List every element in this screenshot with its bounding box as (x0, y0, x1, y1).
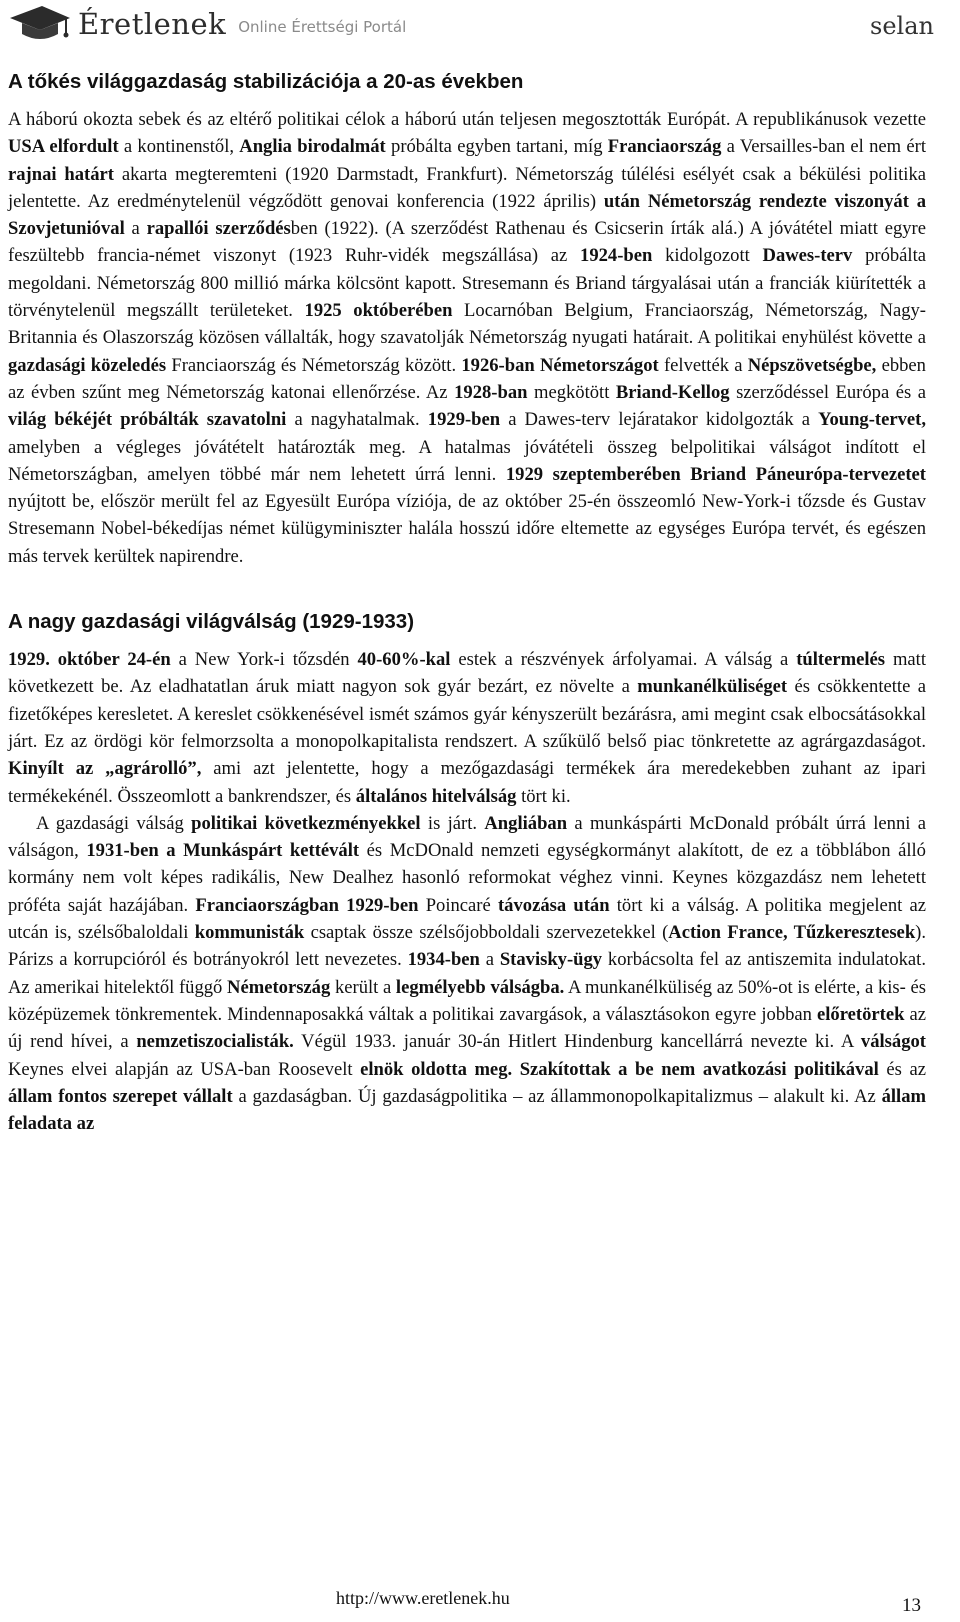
bold-text: Népszövetségbe, (747, 354, 877, 376)
text-run: felvették a (658, 354, 748, 376)
selan-logo-text: selan (870, 12, 934, 40)
text-run: matt következett be. Az eladhatatlan áruk miatt nagyon sok gyár bezárt, ez növelte a (8, 649, 926, 698)
text-run: próbálta egyben tartani, míg (385, 136, 608, 158)
bold-text: rapallói szerződés (146, 218, 291, 240)
text-run: is járt. (420, 812, 485, 834)
page-header (0, 0, 960, 50)
text-run: az új rend hívei, a (8, 1003, 926, 1053)
text-run: szerződéssel Európa és a (729, 381, 926, 403)
bold-text: munkanélküliséget (637, 676, 788, 698)
bold-text: USA elfordult (8, 136, 119, 158)
bold-text: Németország (227, 976, 331, 998)
text-run: a Dawes-terv lejáratakor kidolgozták a (500, 409, 819, 431)
bold-text: Franciaországban 1929-ben (195, 894, 419, 916)
bold-text: előretörtek (817, 1003, 905, 1025)
text-run: Locarnóban Belgium, Franciaország, Németország, Nagy-Britannia és Olaszország közösen vállalták, hogy szavatolják Németország nyugati határait. A politikai enyhülést követte a (8, 300, 926, 349)
bold-text: nemzetiszocialisták. (136, 1031, 294, 1053)
bold-text: Young-tervet, (818, 409, 926, 431)
text-run: a kontinenstől, (118, 136, 240, 158)
bold-text: 1926-ban Németországot (461, 354, 659, 376)
page-number: 13 (902, 1595, 921, 1616)
bold-text: 1931-ben a Munkáspárt kettévált (86, 840, 360, 862)
text-run: Franciaország és Németország között. (166, 354, 462, 376)
bold-text: elnök oldotta meg. Szakítottak a be nem avatkozási politikával (360, 1058, 879, 1080)
text-run: ebben az évben szűnt meg Németország katonai ellenőrzése. Az (8, 354, 926, 403)
bold-text: 1929. október 24-én (8, 649, 171, 671)
bold-text: Anglia birodalmát (239, 136, 386, 158)
bold-text: rajnai határt (8, 163, 114, 185)
text-run: és McDOnald nemzeti egységkormányt alakított, de ez a többlábon álló kormány nem volt képes radikális, New Dealhez hasonló reformokat véghez vinni. Keynes közgazdász nem lehetett próféta saját hazájában. (8, 840, 926, 916)
text-run: Poincaré (418, 894, 498, 916)
text-run: kidolgozott (652, 245, 763, 267)
section-title-stabilization: A tőkés világgazdaság stabilizációja a 20-as években (8, 70, 524, 93)
document-body (8, 70, 926, 1137)
graduation-cap-icon (8, 4, 72, 44)
bold-text: 1929 szeptemberében Briand Páneurópa-tervezetet (505, 463, 926, 485)
bold-text: állam fontos szerepet vállalt (8, 1085, 233, 1107)
bold-text: 1929-ben (427, 409, 501, 431)
site-logo[interactable] (8, 2, 406, 46)
text-run: korbácsolta fel az antiszemita indulatokat. Az amerikai hitelektől függő (8, 949, 926, 998)
text-run: a nagyhatalmak. (286, 409, 428, 431)
bold-text: 1924-ben (580, 245, 653, 267)
text-run: estek a részvények árfolyamai. A válság a (450, 649, 797, 671)
selan-logo (868, 6, 938, 46)
section-title-great-depression: A nagy gazdasági világválság (1929-1933) (8, 610, 415, 634)
text-run: a Versailles-ban el nem ért (721, 136, 926, 158)
text-run: megkötött (527, 381, 616, 403)
text-run: tört ki. (516, 785, 571, 807)
bold-text: 1934-ben (407, 949, 480, 971)
bold-text: világ békéjét próbálták szavatolni (8, 409, 287, 431)
bold-text: gazdasági közeledés (8, 354, 167, 376)
bold-text: legmélyebb válságba. (395, 976, 565, 998)
bold-text: Franciaország (607, 136, 722, 158)
text-run: ). Párizs a korrupcióról és botrányokról lett nevezetes. (8, 922, 926, 971)
bold-text: Kinyílt az „agrárolló”, (8, 758, 202, 780)
text-run: a (124, 218, 147, 240)
text-run: a gazdaságban. Új gazdaságpolitika – az állammonopolkapitalizmus – alakult ki. Az (232, 1085, 882, 1107)
text-run: amelyben a végleges jóvátételt határozták meg. A hatalmas jóvátételi összeg belpolitikai válságot indított el Németországban, amelyen többé már nem lehetett úrrá lenni. (8, 436, 926, 485)
text-run: a munkáspárti McDonald próbált úrrá lenni a válságon, (8, 812, 927, 862)
text-run: A háború okozta sebek és az eltérő politikai célok a háború után teljesen megosztották Európát. A republikánusok vezette (8, 109, 926, 130)
paragraph-stabilization (8, 106, 926, 570)
bold-text: válságot (860, 1031, 926, 1053)
text-run: tört ki a válság. A politika megjelent az utcán is, szélsőbaloldali (8, 894, 927, 944)
bold-text: Dawes-terv (762, 245, 853, 267)
bold-text: Action France, Tűzkeresztesek (668, 922, 916, 944)
paragraph-political-consequences (8, 810, 926, 1138)
bold-text: kommunisták (194, 922, 305, 944)
bold-text: 40-60%-kal (357, 649, 451, 671)
logo-subtitle: Online Érettségi Portál (238, 18, 407, 36)
bold-text: 1928-ban (454, 381, 528, 403)
bold-text: Angliában (484, 812, 568, 834)
text-run: próbálta megoldani. Németország 800 millió márka kölcsönt kapott. Stresemann és Briand tárgyalásai után a franciák kiürítették a törvénytelenül megszállt területeket. (8, 245, 926, 322)
text-run: csaptak össze szélsőjobboldali szervezetekkel ( (304, 922, 669, 944)
text-run: ami azt jelentette, hogy a mezőgazdasági termékek ára meredekebben zuhant az ipari termékekénél. Összeomlott a bankrendszer, és (8, 758, 927, 807)
text-run: ben (1922). (A szerződést Rathenau és Csicserin írták alá.) A jóvátétel miatt egyre feszültebb francia-német viszonyt (1923 Ruhr-vidék megszállása) az (8, 218, 926, 267)
bold-text: után Németország rendezte viszonyát a Szovjetunióval (8, 190, 926, 240)
bold-text: 1925 októberében (304, 300, 453, 322)
logo-title: Éretlenek (78, 7, 227, 41)
text-run: A gazdasági válság (36, 812, 192, 834)
bold-text: politikai következményekkel (191, 812, 421, 834)
footer-url-link[interactable]: http://www.eretlenek.hu (336, 1588, 510, 1608)
text-run: Keynes elvei alapján az USA-ban Roosevelt (8, 1058, 361, 1080)
text-run: került a (330, 976, 396, 998)
paragraph-crash (8, 646, 926, 810)
bold-text: távozása után (497, 894, 610, 916)
bold-text: túltermelés (796, 649, 886, 671)
text-run: Végül 1933. január 30-án Hitlert Hindenburg kancellárrá nevezte ki. A (293, 1031, 861, 1053)
bold-text: állam feladata az (8, 1085, 926, 1135)
bold-text: Briand-Kellog (615, 381, 730, 403)
bold-text: Stavisky-ügy (499, 949, 603, 971)
text-run: a (479, 949, 500, 971)
text-run: és az (878, 1058, 926, 1080)
bold-text: általános hitelválság (355, 785, 517, 807)
text-run: akarta megteremteni (1920 Darmstadt, Frankfurt). Németország túlélési esélyét csak a békülési politika jelentette. Az eredménytelenül végződött genovai konferencia (1922 április) (8, 163, 926, 212)
text-run: nyújtott be, először merült fel az Egyesült Európa víziója, de az október 25-én összeomló New-York-i tőzsde és Gustav Stresemann Nobel-békedíjas német külügyminiszter halála hosszú időre eltemette az egységes Európa tervét, és egészen más tervek kerültek napirendre. (8, 491, 926, 567)
text-run: a New York-i tőzsdén (170, 649, 358, 671)
text-run: A munkanélküliség az 50%-ot is elérte, a kis- és középüzemek tönkrementek. Mindennaposakká váltak a politikai zavargások, a választásokon egyre jobban (8, 976, 926, 1025)
text-run: és csökkentette a fizetőképes keresletet. A kereslet csökkenésével ismét számos gyár kényszerült bezárásra, ami megint csak elbocsátásokkal járt. Ez az ördögi kör felmorzsolta a monopolkapitalista rendszert. A szűkülő belső piac tönkretette az agrárgazdaságot. (8, 676, 926, 752)
